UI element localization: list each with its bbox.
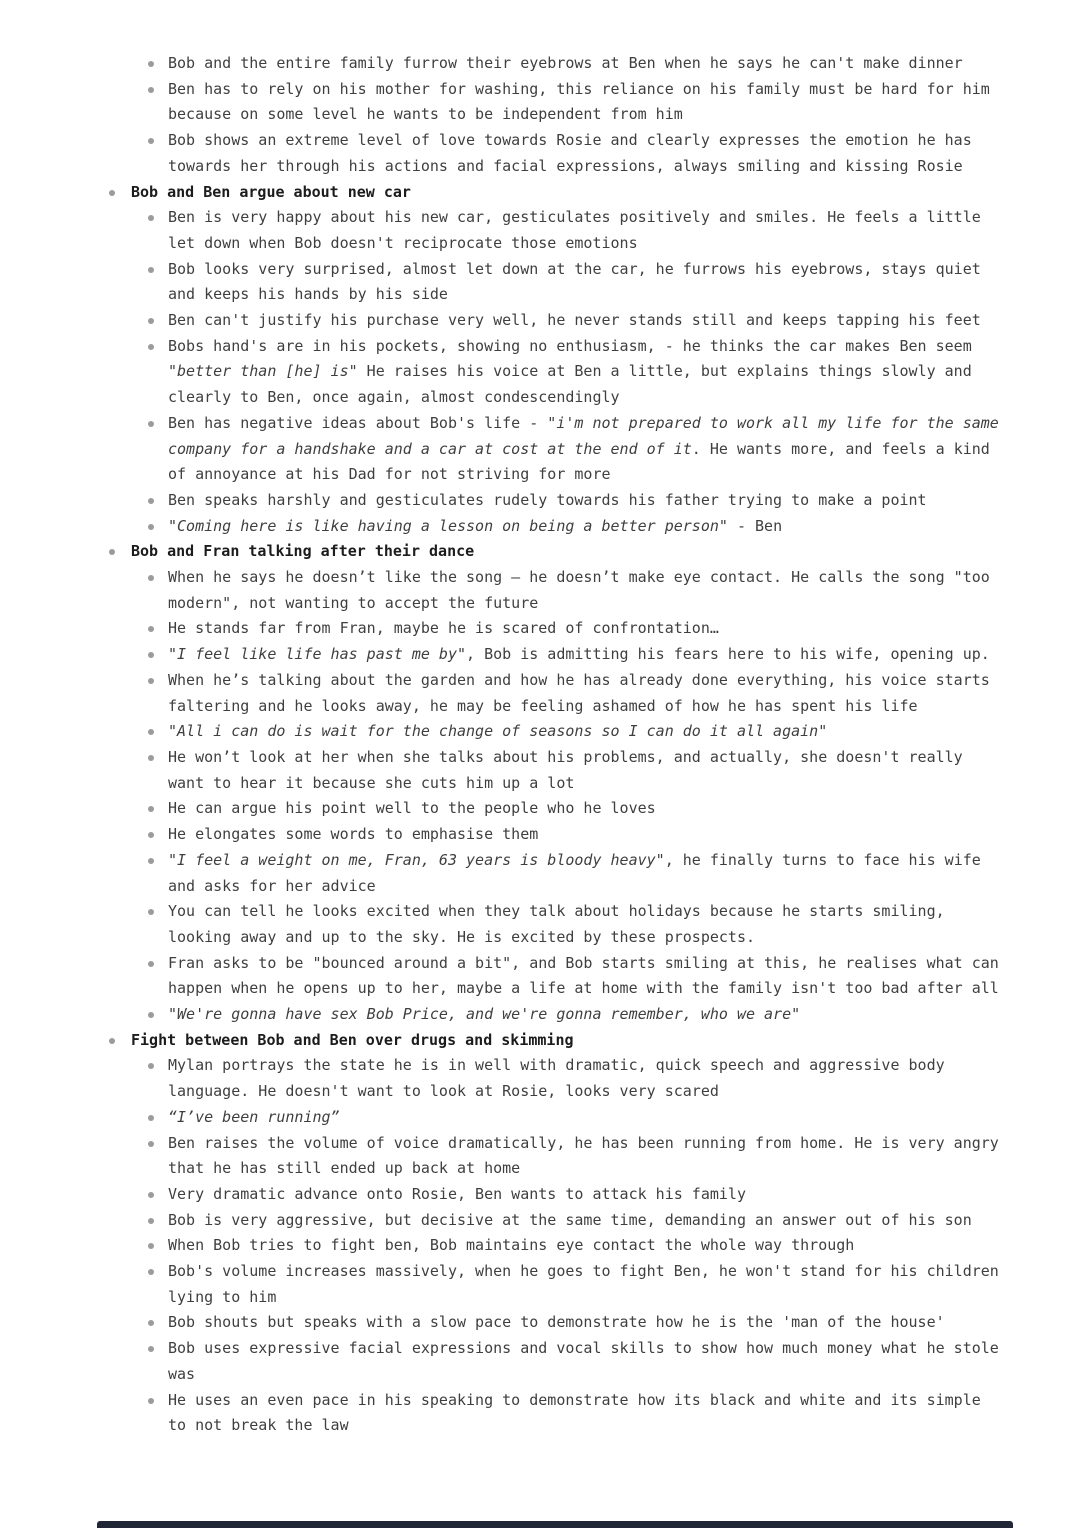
- bullet-icon: [139, 1131, 163, 1147]
- list-item: [0, 796, 1080, 822]
- list-item-text: Bob is very aggressive, but decisive at the same time, demanding an answer out of his son: [168, 1210, 972, 1229]
- section-title: Bob and Ben argue about new car: [131, 182, 411, 201]
- bullet-icon: [100, 539, 124, 555]
- list-item: [0, 1259, 1080, 1310]
- list-item-text: “I’ve been running”: [168, 1107, 340, 1126]
- list-item: [0, 1310, 1080, 1336]
- list-item-text: He stands far from Fran, maybe he is scared of confrontation…: [168, 619, 719, 638]
- list-item-text: When he’s talking about the garden and how he has already done everything, his voice starts faltering and he looks away, he may be feeling ashamed of how he has spent his life: [168, 670, 990, 715]
- list-item-text: Ben has to rely on his mother for washing, this reliance on his family must be hard for him because on some level he wants to be independent from him: [168, 79, 990, 124]
- list-item-text: Bob shows an extreme level of love towards Rosie and clearly expresses the emotion he has towards her through his actions and facial expressions, always smiling and kissing Rosie: [168, 131, 972, 175]
- section-title: Fight between Bob and Ben over drugs and skimming: [131, 1030, 574, 1049]
- list-item: [0, 719, 1080, 745]
- document-body: [0, 51, 1080, 1439]
- list-item: [0, 334, 1080, 411]
- list-item-text: Fran asks to be "bounced around a bit", and Bob starts smiling at this, he realises what can happen when he opens up to her, maybe a life at home with the family isn't too bad after all: [168, 953, 999, 998]
- bullet-icon: [139, 411, 163, 427]
- list-item-text: You can tell he looks excited when they talk about holidays because he starts smiling, looking away and up to the sky. He is excited by these prospects.: [168, 902, 945, 946]
- bullet-icon: [139, 51, 163, 67]
- bullet-icon: [139, 951, 163, 967]
- bullet-icon: [100, 180, 124, 196]
- list-item-text: Mylan portrays the state he is in well with dramatic, quick speech and aggressive body language. He doesn't want to look at Rosie, looks very scared: [168, 1056, 945, 1101]
- bullet-icon: [139, 796, 163, 812]
- list-item: [0, 1002, 1080, 1028]
- bullet-icon: [100, 1028, 124, 1044]
- section-heading-item: [0, 1028, 1080, 1054]
- list-item-text: Ben raises the volume of voice dramatically, he has been running from home. He is very angry that he has still ended up back at home: [168, 1133, 999, 1178]
- list-item: [0, 77, 1080, 128]
- list-item-text: Very dramatic advance onto Rosie, Ben wants to attack his family: [168, 1184, 746, 1203]
- bullet-icon: [139, 1259, 163, 1275]
- list-item: [0, 848, 1080, 899]
- bullet-icon: [139, 488, 163, 504]
- list-item: [0, 1182, 1080, 1208]
- bullet-icon: [139, 745, 163, 761]
- bullet-icon: [139, 719, 163, 735]
- list-item-text: Bob and the entire family furrow their eyebrows at Ben when he says he can't make dinner: [168, 54, 963, 72]
- bullet-icon: [139, 899, 163, 915]
- list-item: [0, 411, 1080, 488]
- list-item-text: When he says he doesn’t like the song – he doesn’t make eye contact. He calls the song "too modern", not wanting to accept the future: [168, 568, 990, 612]
- list-item-text: "We're gonna have sex Bob Price, and we're gonna remember, who we are": [168, 1005, 801, 1024]
- list-item: [0, 1336, 1080, 1387]
- list-item: [0, 128, 1080, 179]
- bullet-icon: [139, 822, 163, 838]
- list-item: [0, 514, 1080, 540]
- list-item-text: Ben has negative ideas about Bob's life - "i'm not prepared to work all my life for the same company for a handshake and a car at cost at the end of it. He wants more, and feels a kind of annoyance at his Dad for not striving for more: [168, 413, 999, 484]
- list-item-text: When Bob tries to fight ben, Bob maintains eye contact the whole way through: [168, 1236, 855, 1255]
- bullet-icon: [139, 1182, 163, 1198]
- section-title: Bob and Fran talking after their dance: [131, 542, 475, 561]
- bullet-icon: [139, 848, 163, 864]
- list-item: [0, 745, 1080, 796]
- list-item-text: Bob shouts but speaks with a slow pace to demonstrate how he is the 'man of the house': [168, 1313, 945, 1332]
- list-item: [0, 1233, 1080, 1259]
- list-item: [0, 1131, 1080, 1182]
- list-item-text: He uses an even pace in his speaking to demonstrate how its black and white and its simple to not break the law: [168, 1390, 981, 1435]
- list-item: [0, 1388, 1080, 1439]
- bullet-icon: [139, 334, 163, 350]
- section-heading-item: [0, 180, 1080, 206]
- list-item: [0, 565, 1080, 616]
- list-item: [0, 1208, 1080, 1234]
- bullet-icon: [139, 668, 163, 684]
- list-item: [0, 51, 1080, 77]
- bullet-icon: [139, 1053, 163, 1069]
- bullet-icon: [139, 514, 163, 530]
- list-item-text: Ben can't justify his purchase very well, he never stands still and keeps tapping his feet: [168, 311, 981, 330]
- bullet-icon: [139, 1208, 163, 1224]
- section-heading-item: [0, 539, 1080, 565]
- bullet-icon: [139, 77, 163, 93]
- bullet-icon: [139, 257, 163, 273]
- list-item-text: "Coming here is like having a lesson on being a better person" - Ben: [168, 516, 783, 535]
- bullet-icon: [139, 1310, 163, 1326]
- bullet-icon: [139, 1105, 163, 1121]
- list-item-text: Ben is very happy about his new car, gesticulates positively and smiles. He feels a little let down when Bob doesn't reciprocate those emotions: [168, 208, 981, 252]
- list-item-text: Bob looks very surprised, almost let down at the car, he furrows his eyebrows, stays quiet and keeps his hands by his side: [168, 259, 981, 304]
- bullet-icon: [139, 205, 163, 221]
- list-item: [0, 1105, 1080, 1131]
- list-item: [0, 668, 1080, 719]
- list-item-text: "All i can do is wait for the change of seasons so I can do it all again": [168, 722, 828, 741]
- bullet-icon: [139, 308, 163, 324]
- bullet-icon: [139, 642, 163, 658]
- bottom-partial-block: [97, 1521, 1013, 1528]
- bullet-icon: [139, 1233, 163, 1249]
- list-item-text: "I feel like life has past me by", Bob is admitting his fears here to his wife, opening up.: [168, 645, 990, 664]
- list-item-text: Bob uses expressive facial expressions and vocal skills to show how much money what he stole was: [168, 1339, 999, 1383]
- list-item: [0, 1053, 1080, 1104]
- list-item-text: He can argue his point well to the people who he loves: [168, 799, 656, 818]
- bullet-icon: [139, 1336, 163, 1352]
- bullet-icon: [139, 128, 163, 144]
- list-item: [0, 822, 1080, 848]
- list-item: [0, 257, 1080, 308]
- list-item: [0, 642, 1080, 668]
- list-item-text: He elongates some words to emphasise them: [168, 825, 539, 844]
- list-item: [0, 899, 1080, 950]
- list-item-text: Bob's volume increases massively, when he goes to fight Ben, he won't stand for his children lying to him: [168, 1262, 999, 1306]
- bullet-icon: [139, 1002, 163, 1018]
- list-item-text: Ben speaks harshly and gesticulates rudely towards his father trying to make a point: [168, 490, 927, 509]
- bullet-icon: [139, 565, 163, 581]
- bullet-icon: [139, 616, 163, 632]
- list-item: [0, 616, 1080, 642]
- list-item: [0, 951, 1080, 1002]
- list-item-text: Bobs hand's are in his pockets, showing no enthusiasm, - he thinks the car makes Ben seem "better than [he] is" He raises his voice at Ben a little, but explains things slowly and clearly to Ben, once again, almost condescendingly: [168, 336, 972, 407]
- list-item: [0, 205, 1080, 256]
- list-item: [0, 308, 1080, 334]
- list-item-text: "I feel a weight on me, Fran, 63 years is bloody heavy", he finally turns to face his wife and asks for her advice: [168, 850, 981, 895]
- bullet-icon: [139, 1388, 163, 1404]
- list-item: [0, 488, 1080, 514]
- list-item-text: He won’t look at her when she talks about his problems, and actually, she doesn't really want to hear it because she cuts him up a lot: [168, 747, 963, 792]
